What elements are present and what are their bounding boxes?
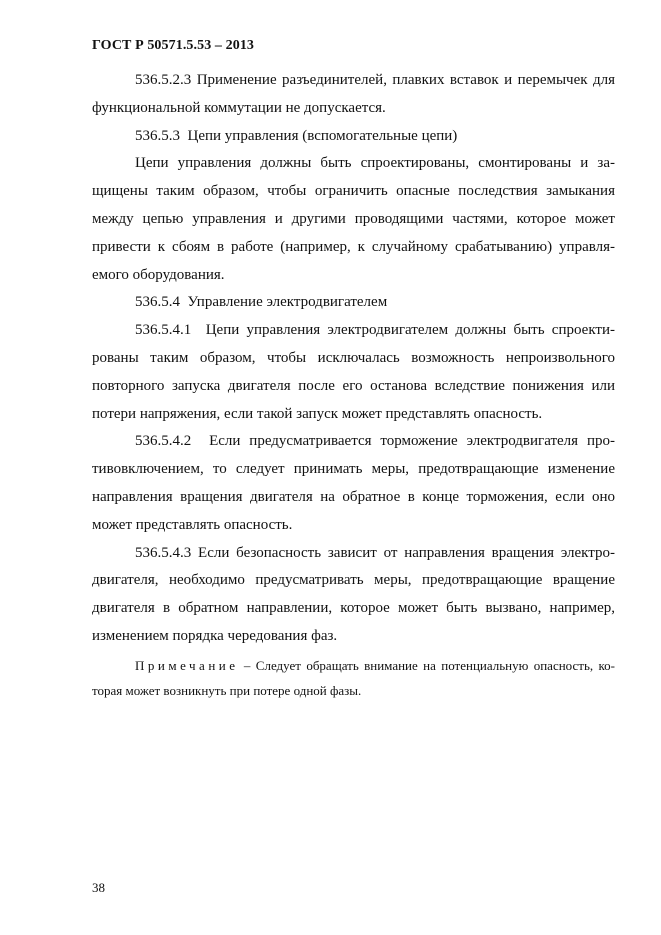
paragraph-536-5-4-1 — [92, 317, 615, 428]
paragraph-536-5-2-3 — [92, 67, 615, 123]
paragraph-control-circuits — [92, 150, 615, 289]
paragraph-text: Если безопасность зависит от направления вращения электродвигателя, необходимо предусматривать меры, предотвращающие вращение двигателя в обратном направлении, которое может быть вызвано, например, изменением порядка чередования фаз. — [92, 544, 616, 644]
section-heading: Цепи управления (вспомогательные цепи) — [187, 127, 458, 144]
clause-number: 536.5.4.3 — [135, 544, 192, 561]
paragraph-536-5-4-2 — [92, 428, 615, 539]
page-number: 38 — [92, 880, 105, 895]
note — [92, 653, 615, 703]
clause-number: 536.5.4 — [135, 294, 180, 311]
section-heading: Управление электродвигателем — [187, 294, 388, 311]
document-body — [92, 67, 615, 703]
paragraph-text: Цепи управления электродвигателем должны быть спроектированы таким образом, чтобы исключалась возможность непроизвольного повторного запуска двигателя после его останова вследствие понижения или потери напряжения, если такой запуск может представлять опасность. — [92, 322, 616, 422]
standard-header: ГОСТ Р 50571.5.53 – 2013 — [92, 38, 255, 53]
clause-number: 536.5.3 — [135, 127, 180, 144]
paragraph-536-5-4-3 — [92, 540, 615, 651]
note-label: Примечание — [135, 657, 239, 673]
section-heading-536-5-3 — [92, 123, 615, 151]
paragraph-text: Цепи управления должны быть спроектированы, смонтированы и защищены таким образом, чтобы ограничить опасные последствия замыкания между цепью управления и другими проводящими частями, которое может привести к сбоям в работе (например, к случайному срабатыванию) управляемого оборудования. — [92, 155, 615, 283]
paragraph-text: Если предусматривается торможение электродвигателя противовключением, то следует принимать меры, предотвращающие изменение направления вращения двигателя на обратное в конце торможения, если оно может представлять опасность. — [92, 433, 615, 533]
clause-number: 536.5.4.2 — [135, 433, 192, 450]
clause-number: 536.5.4.1 — [135, 322, 192, 339]
section-heading-536-5-4 — [92, 289, 615, 317]
note-text: – Следует обращать внимание на потенциальную опасность, которая может возникнуть при потере одной фазы. — [92, 657, 616, 698]
clause-number: 536.5.2.3 — [135, 72, 192, 88]
paragraph-text: Применение разъединителей, плавких вставок и перемычек для функциональной коммутации не допускается. — [92, 72, 615, 116]
